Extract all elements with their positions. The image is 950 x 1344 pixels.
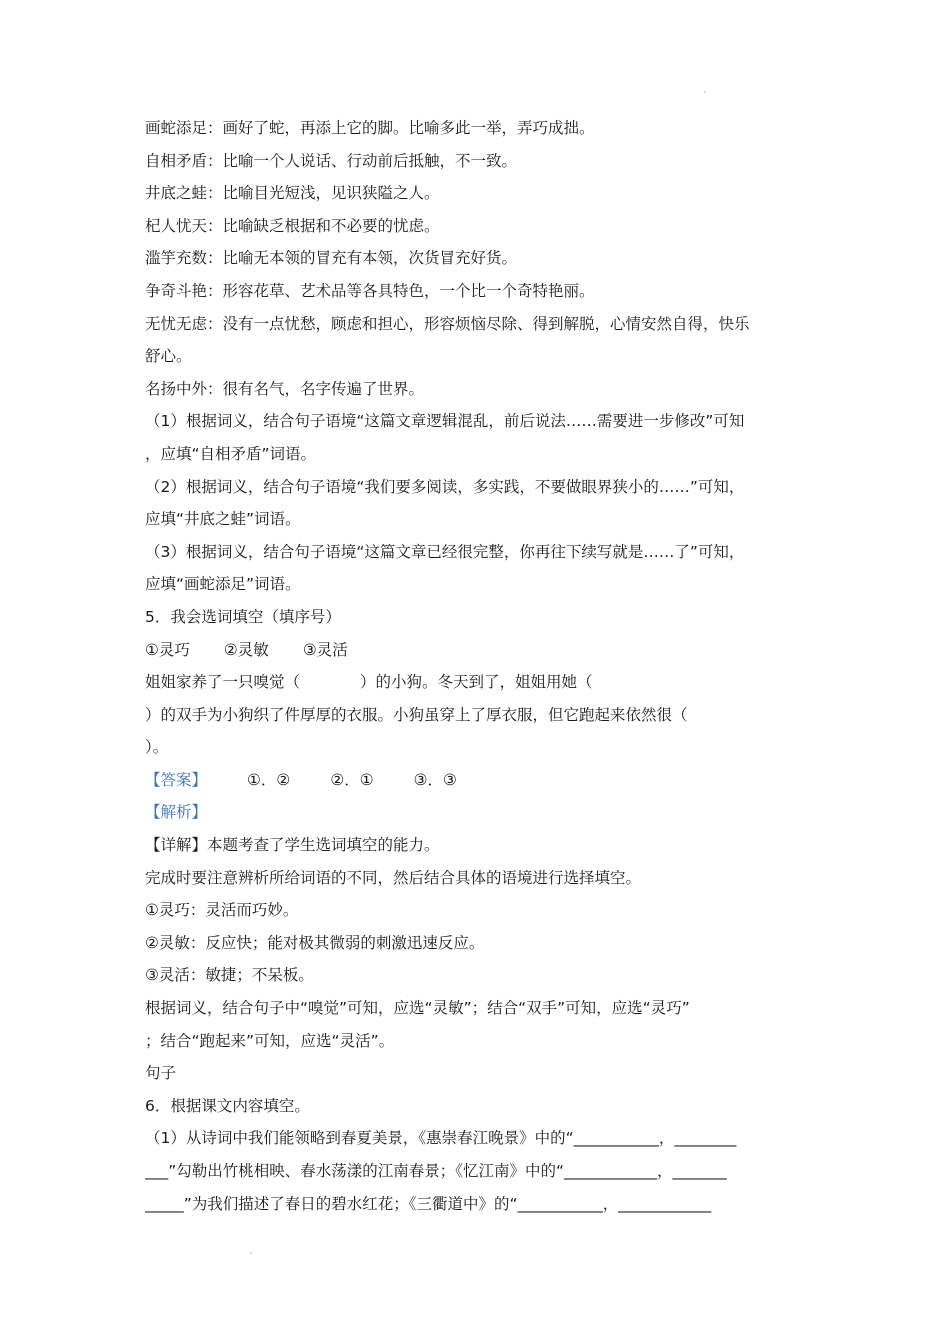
idiom-mingyangzhongwai: 名扬中外：很有名气，名字传遍了世界。 xyxy=(145,379,425,398)
category-sentence: 句子 xyxy=(145,1064,177,1083)
answer-3: ③．③ xyxy=(413,770,457,789)
detail-reasoning-cont: ；结合“跑起来”可知，应选“灵活”。 xyxy=(145,1031,395,1050)
scan-speck xyxy=(250,1252,252,1254)
question-5-sentence-1: 姐姐家养了一只嗅觉（ ）的小狗。冬天到了，姐姐用她（ xyxy=(145,673,593,692)
explanation-2-cont: 应填“井底之蛙”词语。 xyxy=(145,510,301,529)
question-6-title: 6．根据课文内容填空。 xyxy=(145,1096,310,1115)
idiom-zhengqidouyan: 争奇斗艳：形容花草、艺术品等各具特色，一个比一个奇特艳丽。 xyxy=(145,281,595,300)
analysis-label: 【解析】 xyxy=(145,803,208,822)
option-2: ②灵敏 xyxy=(223,640,269,659)
idiom-lanyuchongshu: 滥竽充数：比喻无本领的冒充有本领，次货冒充好货。 xyxy=(145,249,518,268)
idiom-wuyouwulv-cont: 舒心。 xyxy=(145,347,192,366)
idiom-wuyouwulv: 无忧无虑：没有一点忧愁，顾虑和担心，形容烦恼尽除、得到解脱，心情安然自得，快乐 xyxy=(145,314,750,333)
question-6-part-1-cont: ___”勾勒出竹桃相映、春水荡漾的江南春景；《忆江南》中的“____________，_______ xyxy=(145,1162,727,1180)
idiom-qirenyoutian: 杞人忧天：比喻缺乏根据和不必要的忧虑。 xyxy=(145,216,440,235)
question-5-sentence-3: ）。 xyxy=(145,738,169,757)
definition-linghuo: ③灵活：敏捷；不呆板。 xyxy=(145,966,314,985)
option-3: ③灵活 xyxy=(302,640,348,659)
explanation-1-cont: ，应填“自相矛盾”词语。 xyxy=(145,444,317,463)
question-6-part-1-cont2: _____”为我们描述了春日的碧水红花；《三衢道中》的“___________，____________ xyxy=(145,1194,712,1213)
detail-method: 完成时要注意辨析所给词语的不同，然后结合具体的语境进行选择填空。 xyxy=(145,868,642,887)
detail-reasoning: 根据词义，结合句子中“嗅觉”可知，应选“灵敏”；结合“双手”可知，应选“灵巧” xyxy=(145,999,690,1018)
idiom-zixiangmaodun: 自相矛盾：比喻一个人说话、行动前后抵触，不一致。 xyxy=(145,151,518,170)
question-6-part-1: （1）从诗词中我们能领略到春夏美景，《惠崇春江晚景》中的“___________，________ xyxy=(145,1129,737,1148)
idiom-jingdizhiwa: 井底之蛙：比喻目光短浅，见识狭隘之人。 xyxy=(145,184,440,203)
detail-intro: 【详解】本题考查了学生选词填空的能力。 xyxy=(145,836,440,855)
explanation-2: （2）根据词义，结合句子语境“我们要多阅读，多实践，不要做眼界狭小的……”可知， xyxy=(145,477,745,496)
answer-1: ①．② xyxy=(247,770,291,789)
question-5-sentence-2: ）的双手为小狗织了件厚厚的衣服。小狗虽穿上了厚衣服，但它跑起来依然很（ xyxy=(145,705,688,724)
question-5-title: 5．我会选词填空（填序号） xyxy=(145,607,341,626)
answer-label: 【答案】 xyxy=(145,770,208,789)
explanation-3-cont: 应填“画蛇添足”词语。 xyxy=(145,575,301,594)
option-1: ①灵巧 xyxy=(145,640,190,659)
idiom-huashetianzu: 画蛇添足：画好了蛇，再添上它的脚。比喻多此一举，弄巧成拙。 xyxy=(145,119,595,137)
definition-lingmin: ②灵敏：反应快；能对极其微弱的刺激迅速反应。 xyxy=(145,933,485,952)
explanation-1: （1）根据词义，结合句子语境“这篇文章逻辑混乱，前后说法……需要进一步修改”可知 xyxy=(145,412,745,431)
answer-2: ②．① xyxy=(330,770,374,789)
word-options xyxy=(145,634,810,667)
definition-lingqiao: ①灵巧：灵活而巧妙。 xyxy=(145,901,299,920)
scan-speck xyxy=(704,91,706,93)
explanation-3: （3）根据词义，结合句子语境“这篇文章已经很完整，你再往下续写就是……了”可知， xyxy=(145,542,745,561)
document-body xyxy=(145,112,810,1220)
answer-row xyxy=(145,764,810,797)
